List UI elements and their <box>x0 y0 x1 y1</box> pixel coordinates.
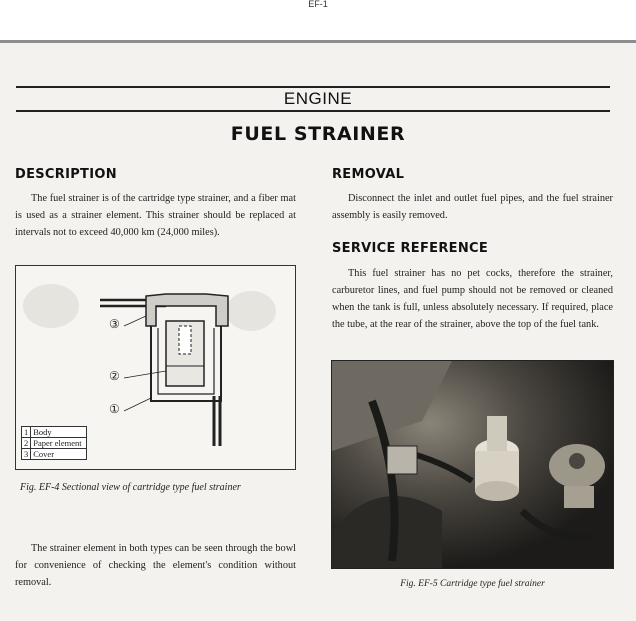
callout-1: ① <box>109 402 120 416</box>
description-heading: DESCRIPTION <box>15 167 117 182</box>
bottom-paragraph: The strainer element in both types can be seen through the bowl for convenience of checking the element's condition without removal. <box>15 543 296 588</box>
legend-row <box>22 438 87 449</box>
strainer-photo <box>331 360 614 569</box>
legend-row <box>22 449 87 460</box>
page-title: FUEL STRAINER <box>230 123 406 145</box>
removal-paragraph: Disconnect the inlet and outlet fuel pipes, and the fuel strainer assembly is easily removed. <box>332 193 613 221</box>
parts-legend <box>21 426 87 460</box>
service-reference-heading: SERVICE REFERENCE <box>332 241 489 256</box>
strainer-photo-illustration <box>332 361 613 568</box>
legend-label: Cover <box>31 449 86 460</box>
removal-heading: REMOVAL <box>332 167 405 182</box>
sectional-view-figure <box>15 265 296 470</box>
section-title: ENGINE <box>283 89 353 108</box>
service-reference-paragraph: This fuel strainer has no pet cocks, therefore the strainer, carburetor lines, and fuel pump should not be removed or cleaned when the tank is full, unless absolutely necessary. If required, place the tube, at the rear of the strainer, above the top of the fuel tank. <box>332 268 613 330</box>
figure-caption-ef4: Fig. EF-4 Sectional view of cartridge type fuel strainer <box>20 482 241 493</box>
legend-label: Paper element <box>31 438 86 449</box>
description-paragraph: The fuel strainer is of the cartridge type strainer, and a fiber mat is used as a strainer element. This strainer should be replaced at intervals not to exceed 40,000 km (24,000 miles). <box>15 193 296 238</box>
header-divider <box>0 40 636 43</box>
callout-3: ③ <box>109 317 120 331</box>
legend-label: Body <box>31 427 86 438</box>
legend-number: 1 <box>22 427 31 438</box>
legend-number: 3 <box>22 449 31 460</box>
figure-caption-ef5: Fig. EF-5 Cartridge type fuel strainer <box>400 579 545 589</box>
callout-2: ② <box>109 369 120 383</box>
legend-number: 2 <box>22 438 31 449</box>
section-rule-top <box>16 86 610 88</box>
page-number: EF-1 <box>308 0 328 9</box>
legend-row <box>22 427 87 438</box>
section-rule-bottom <box>16 110 610 112</box>
